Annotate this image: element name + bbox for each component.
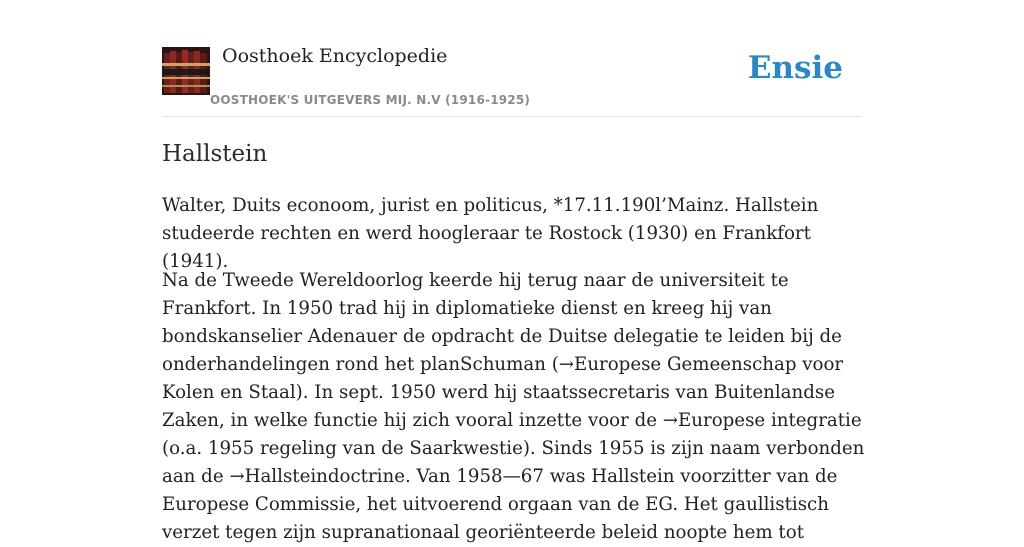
article-title: Hallstein xyxy=(162,141,268,167)
book-spines-icon xyxy=(162,47,210,95)
article xyxy=(162,136,867,543)
source-subtitle: OOSTHOEK'S UITGEVERS MIJ. N.V (1916-1925) xyxy=(210,93,531,107)
source-title[interactable]: Oosthoek Encyclopedie xyxy=(222,45,448,67)
article-paragraph-1: Walter, Duits econoom, jurist en politicus, *17.11.190l’Mainz. Hallstein studeerde rechten en werd hoogleraar te Rostock (1930) en Frankfort (1941). xyxy=(162,195,819,272)
source-header xyxy=(162,0,862,117)
article-paragraph-2: Na de Tweede Wereldoorlog keerde hij terug naar de universiteit te Frankfort. In 1950 trad hij in diplomatieke dienst en kreeg hij van bondskanselier Adenauer de opdracht de Duitse delegatie te leiden bij de onderhandelingen rond het planSchuman (→Europese Gemeenschap voor Kolen en Staal). In sept. 1950 werd hij staatssecretaris van Buitenlandse Zaken, in welke functie hij zich vooral inzette voor de →Europese integratie (o.a. 1955 regeling van de Saarkwestie). Sinds 1955 is zijn naam verbonden aan de →Hallsteindoctrine. Van 1958—67 was Hallstein voorzitter van de Europese Commissie, het uitvoerend orgaan van de EG. Het gaullistisch verzet tegen zijn supranationaal georiënteerde beleid noopte hem tot xyxy=(162,270,865,543)
ensie-logo[interactable]: Ensie xyxy=(747,50,843,86)
source-avatar[interactable] xyxy=(162,47,210,95)
